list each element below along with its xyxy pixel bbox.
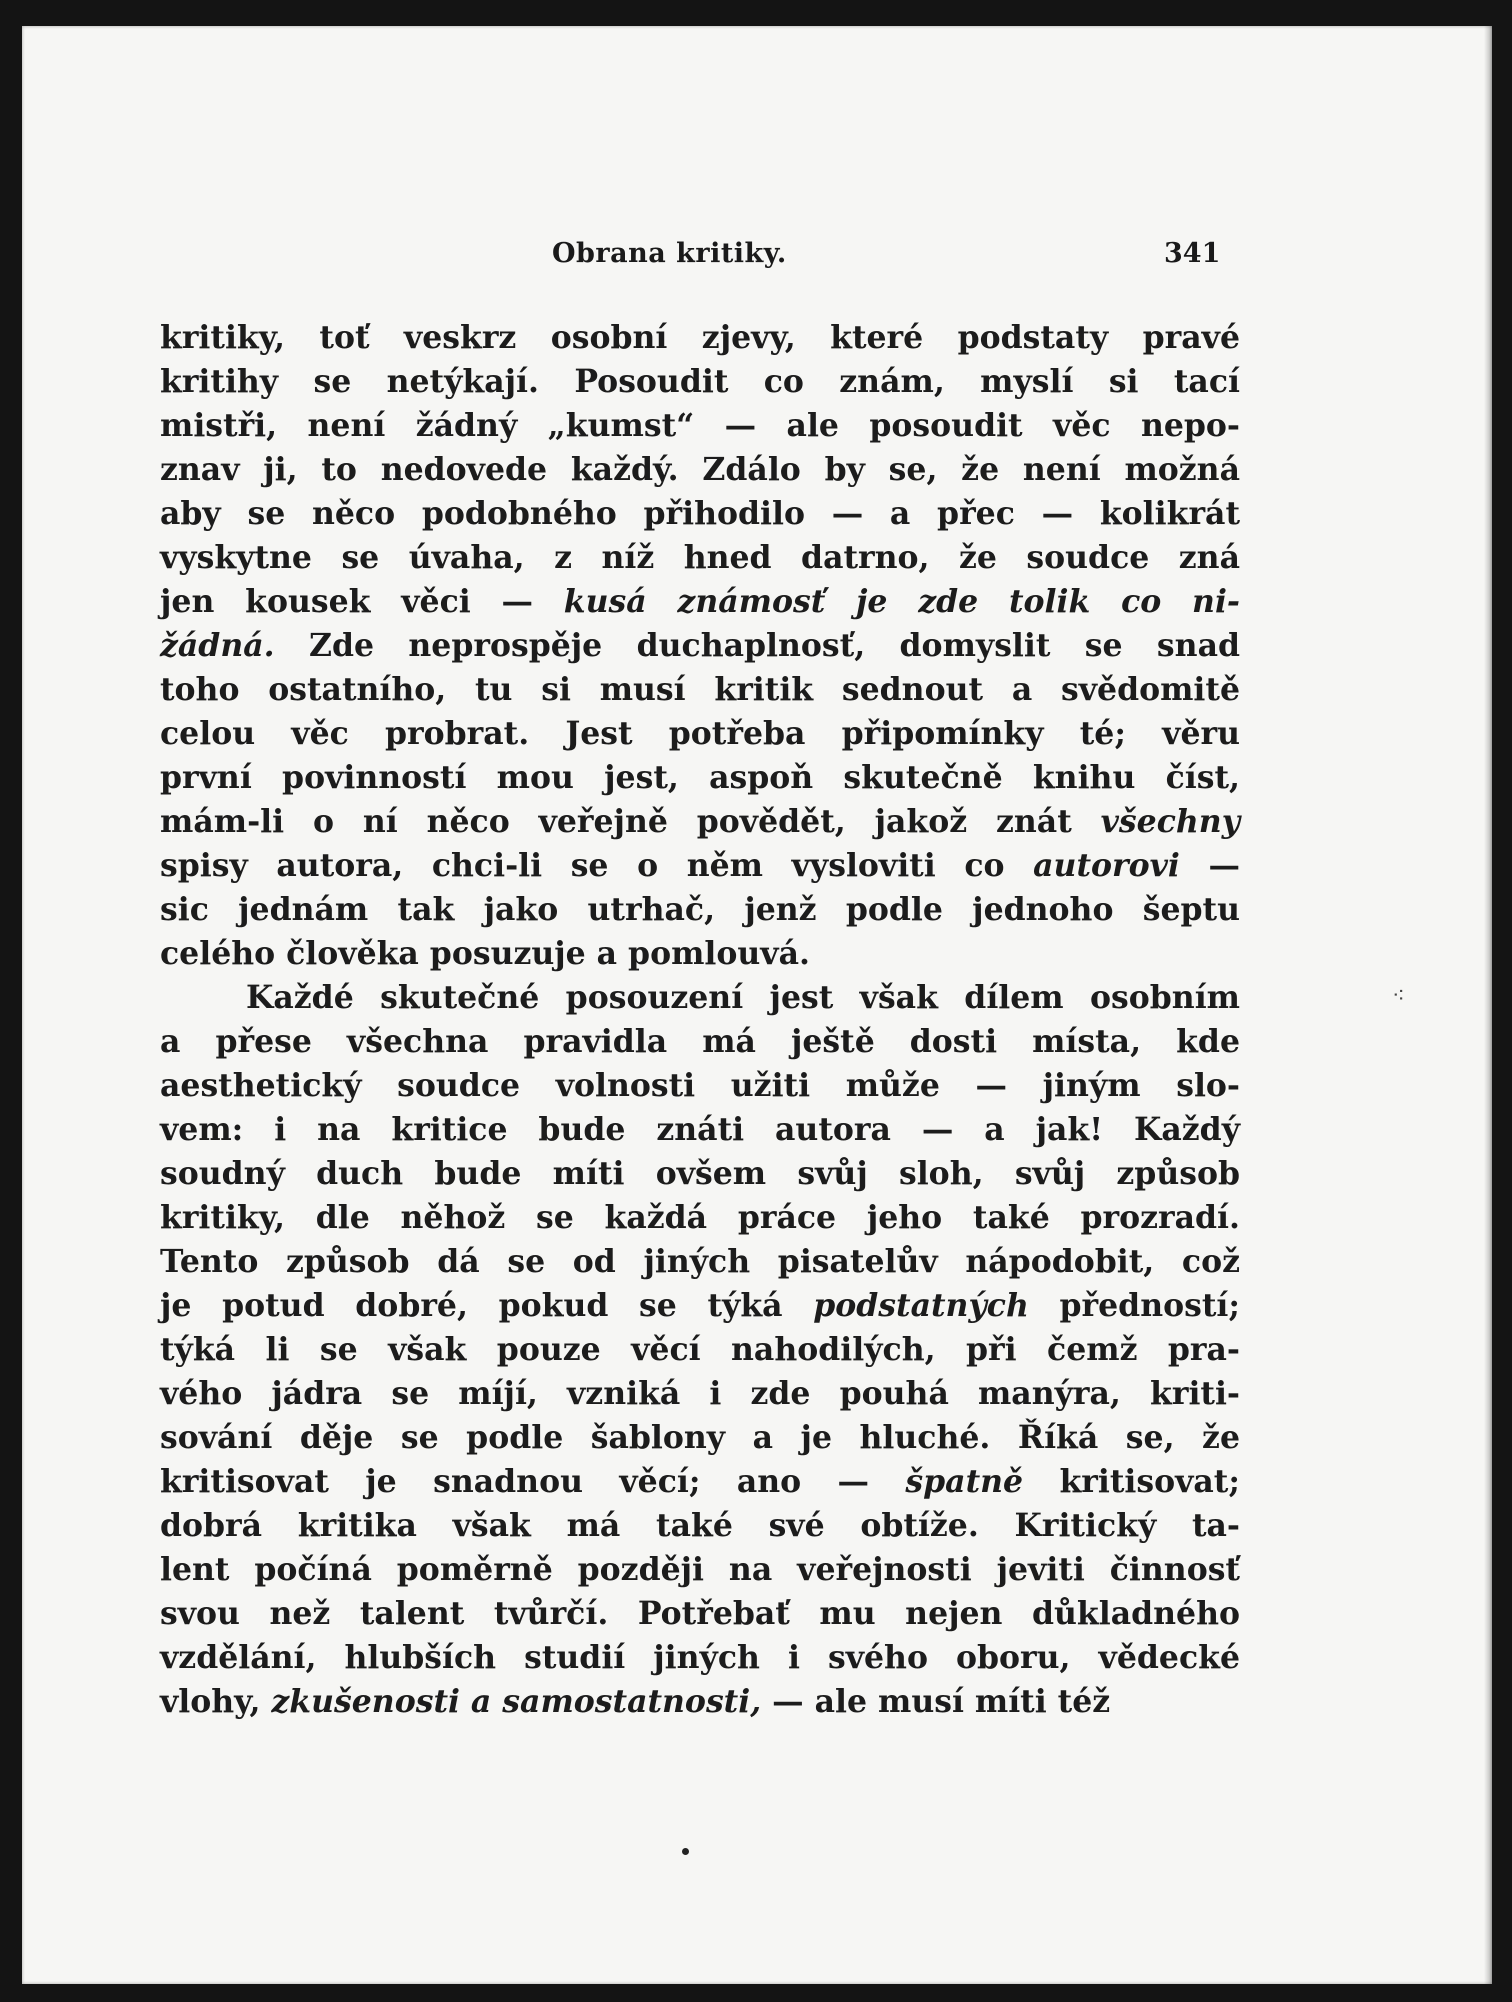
page-edge-shadow xyxy=(1484,26,1492,1984)
text-line xyxy=(160,448,1240,492)
text-segment: Tento způsob dá se od jiných pisatelův nápodobit, což xyxy=(160,1243,1240,1280)
text-line xyxy=(160,976,1240,1020)
italic-text-segment: autorovi xyxy=(1033,847,1180,884)
text-segment: celou věc probrat. Jest potřeba připomínky té; věru xyxy=(160,715,1240,752)
text-line xyxy=(160,844,1240,888)
text-line xyxy=(160,1240,1240,1284)
text-segment: sování děje se podle šablony a je hluché. Říká se, že xyxy=(160,1419,1240,1456)
text-segment: aby se něco podobného přihodilo — a přec — kolikrát xyxy=(160,495,1240,532)
body-text xyxy=(160,316,1240,1724)
text-segment: aesthetický soudce volnosti užiti může — jiným slo- xyxy=(160,1067,1240,1104)
text-line xyxy=(160,624,1240,668)
text-segment: kritiky, toť veskrz osobní zjevy, které podstaty pravé xyxy=(160,319,1240,356)
text-line xyxy=(160,1108,1240,1152)
text-segment: mistři, není žádný „kumst“ — ale posoudit věc nepo- xyxy=(160,407,1240,444)
italic-text-segment: žádná. xyxy=(160,627,275,664)
text-segment: spisy autora, chci-li se o něm vysloviti co xyxy=(160,847,1034,884)
text-line xyxy=(160,1680,1240,1724)
text-line xyxy=(160,316,1240,360)
text-segment: jen kousek věci — xyxy=(160,583,564,620)
text-line xyxy=(160,580,1240,624)
text-line xyxy=(160,888,1240,932)
text-line xyxy=(160,1504,1240,1548)
text-segment: — xyxy=(1179,847,1240,884)
text-line xyxy=(160,712,1240,756)
text-line xyxy=(160,1592,1240,1636)
italic-text-segment: podstatných xyxy=(813,1287,1029,1324)
margin-mark: ⁖ xyxy=(1392,984,1405,1009)
text-line xyxy=(160,668,1240,712)
text-segment: týká li se však pouze věcí nahodilých, při čemž pra- xyxy=(160,1331,1240,1368)
running-title: Obrana kritiky. xyxy=(552,238,787,269)
text-line xyxy=(160,1328,1240,1372)
text-line xyxy=(160,1548,1240,1592)
text-line xyxy=(160,1196,1240,1240)
text-segment: je potud dobré, pokud se týká xyxy=(160,1287,814,1324)
text-segment: kritisovat; xyxy=(1023,1463,1240,1500)
text-segment: celého člověka posuzuje a pomlouvá. xyxy=(160,935,810,972)
text-segment: vem: i na kritice bude znáti autora — a jak! Každý xyxy=(160,1111,1240,1148)
text-line xyxy=(160,756,1240,800)
italic-text-segment: všechny xyxy=(1100,803,1240,840)
text-line xyxy=(160,800,1240,844)
text-segment: mám-li o ní něco veřejně povědět, jakož znát xyxy=(160,803,1101,840)
text-line xyxy=(160,1064,1240,1108)
text-segment: kritisovat je snadnou věcí; ano — xyxy=(160,1463,906,1500)
running-head xyxy=(22,238,1492,278)
text-segment: první povinností mou jest, aspoň skutečně knihu číst, xyxy=(160,759,1240,796)
text-line xyxy=(160,1416,1240,1460)
text-segment: vzdělání, hlubších studií jiných i svého oboru, vědecké xyxy=(160,1639,1240,1676)
text-segment: vého jádra se míjí, vzniká i zde pouhá manýra, kriti- xyxy=(160,1375,1240,1412)
text-segment: svou než talent tvůrčí. Potřebať mu nejen důkladného xyxy=(160,1595,1240,1632)
bottom-dot xyxy=(682,1848,689,1855)
text-line xyxy=(160,1284,1240,1328)
text-segment: Každé skutečné posouzení jest však dílem osobním xyxy=(246,979,1240,1016)
text-segment: lent počíná poměrně později na veřejnosti jeviti činnosť xyxy=(160,1551,1240,1588)
text-segment: dobrá kritika však má také své obtíže. Kritický ta- xyxy=(160,1507,1240,1544)
text-line xyxy=(160,1020,1240,1064)
text-segment: Zde neprospěje duchaplnosť, domyslit se snad xyxy=(274,627,1240,664)
book-page xyxy=(22,26,1492,1984)
text-segment: toho ostatního, tu si musí kritik sednout a svědomitě xyxy=(160,671,1240,708)
text-segment: kritiky, dle něhož se každá práce jeho také prozradí. xyxy=(160,1199,1240,1236)
text-segment: a přese všechna pravidla má ještě dosti místa, kde xyxy=(160,1023,1240,1060)
text-segment: sic jednám tak jako utrhač, jenž podle jednoho šeptu xyxy=(160,891,1240,928)
text-segment: vlohy, xyxy=(160,1683,272,1720)
text-segment: kritihy se netýkají. Posoudit co znám, myslí si tací xyxy=(160,363,1240,400)
italic-text-segment: zkušenosti a samostatnosti, xyxy=(271,1683,762,1720)
italic-text-segment: špatně xyxy=(905,1463,1024,1500)
page-number: 341 xyxy=(1164,238,1221,269)
text-line xyxy=(160,404,1240,448)
text-line xyxy=(160,932,1240,976)
text-segment: vyskytne se úvaha, z níž hned datrno, že soudce zná xyxy=(160,539,1240,576)
text-segment: — ale musí míti též xyxy=(761,1683,1111,1720)
text-segment: soudný duch bude míti ovšem svůj sloh, svůj způsob xyxy=(160,1155,1240,1192)
text-line xyxy=(160,1152,1240,1196)
text-segment: předností; xyxy=(1028,1287,1240,1324)
text-line xyxy=(160,360,1240,404)
text-line xyxy=(160,1372,1240,1416)
text-segment: znav ji, to nedovede každý. Zdálo by se, že není možná xyxy=(160,451,1240,488)
text-line xyxy=(160,1460,1240,1504)
italic-text-segment: kusá známosť je zde tolik co ni- xyxy=(563,583,1240,620)
text-line xyxy=(160,1636,1240,1680)
text-line xyxy=(160,536,1240,580)
text-line xyxy=(160,492,1240,536)
